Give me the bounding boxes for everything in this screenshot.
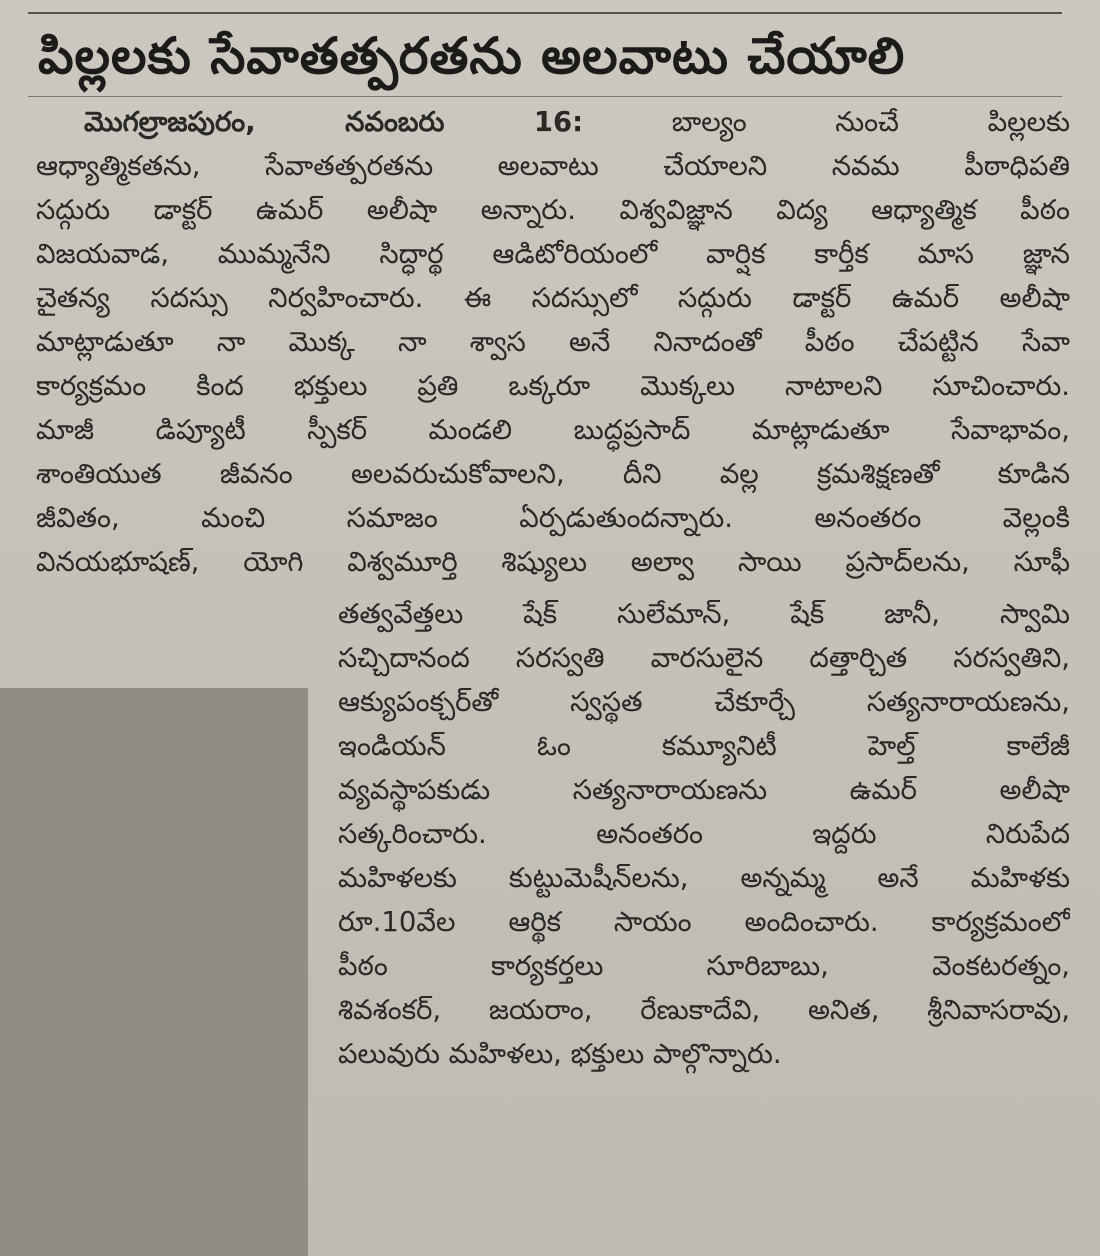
article-line-5: చైతన్య సదస్సు నిర్వహించారు. ఈ సదస్సులో సద్గురు డాక్టర్ ఉమర్ అలీషా (36, 282, 1070, 314)
article-line-3: సద్గురు డాక్టర్ ఉమర్ అలీషా అన్నారు. విశ్వవిజ్ఞాన విద్య ఆధ్యాత్మిక పీఠం (36, 194, 1070, 226)
article-line-16: వ్యవస్థాపకుడు సత్యనారాయణను ఉమర్ అలీషా (338, 774, 1070, 806)
top-rule (28, 12, 1062, 14)
article-line-13: సచ్చిదానంద సరస్వతి వారసులైన దత్తార్చిత సరస్వతిని, (338, 642, 1070, 674)
article-line-17: సత్కరించారు. అనంతరం ఇద్దరు నిరుపేద (338, 818, 1070, 850)
article-line-9: శాంతియుత జీవనం అలవరుచుకోవాలని, దీని వల్ల క్రమశిక్షణతో కూడిన (36, 458, 1070, 490)
article-line-1 (84, 100, 1070, 144)
headline: పిల్లలకు సేవాతత్పరతను అలవాటు చేయాలి (38, 27, 906, 85)
article-line-14: ఆక్యుపంక్చర్‌తో స్వస్థత చేకూర్చే సత్యనారాయణను, (338, 686, 1070, 718)
article-line-18: మహిళలకు కుట్టుమెషీన్‌లను, అన్నమ్మ అనే మహిళకు (338, 862, 1070, 894)
article-line-10: జీవితం, మంచి సమాజం ఏర్పడుతుందన్నారు. అనంతరం వెల్లంకి (36, 502, 1070, 534)
article-line-2: ఆధ్యాత్మికతను, సేవాతత్పరతను అలవాటు చేయాలని నవమ పీఠాధిపతి (36, 150, 1070, 182)
article-line-21: శివశంకర్, జయరాం, రేణుకాదేవి, అనిత, శ్రీనివాసరావు, (338, 994, 1070, 1026)
article-line-7: కార్యక్రమం కింద భక్తులు ప్రతి ఒక్కరూ మొక్కలు నాటాలని సూచించారు. (36, 370, 1070, 402)
article-line-6: మాట్లాడుతూ నా మొక్క నా శ్వాస అనే నినాదంతో పీఠం చేపట్టిన సేవా (36, 326, 1070, 358)
dateline: మొగల్రాజపురం, నవంబరు 16: (84, 106, 584, 138)
article-line-11: వినయభూషణ్, యోగి విశ్వమూర్తి శిష్యులు అల్వా సాయి ప్రసాద్‌లను, సూఫీ (36, 546, 1070, 578)
article-line-19: రూ.10వేల ఆర్థిక సాయం అందించారు. కార్యక్రమంలో (338, 906, 1070, 938)
article-line-20: పీఠం కార్యకర్తలు సూరిబాబు, వెంకటరత్నం, (338, 950, 1070, 982)
headline-rule (28, 96, 1062, 97)
article-line-8: మాజీ డిప్యూటీ స్పీకర్ మండలి బుద్ధప్రసాద్ మాట్లాడుతూ సేవాభావం, (36, 414, 1070, 446)
article-line-15: ఇండియన్ ఓం కమ్యూనిటీ హెల్త్ కాలేజీ (338, 730, 1070, 762)
article-line-22: పలువురు మహిళలు, భక్తులు పాల్గొన్నారు. (338, 1038, 782, 1070)
photo-block (0, 688, 308, 1256)
article-line-1-text: బాల్యం నుంచే పిల్లలకు (671, 106, 1070, 138)
article-line-4: విజయవాడ, ముమ్మనేని సిద్ధార్థ ఆడిటోరియంలో వార్షిక కార్తీక మాస జ్ఞాన (36, 238, 1070, 270)
article-line-12: తత్వవేత్తలు షేక్ సులేమాన్, షేక్ జానీ, స్వామి (338, 598, 1070, 630)
